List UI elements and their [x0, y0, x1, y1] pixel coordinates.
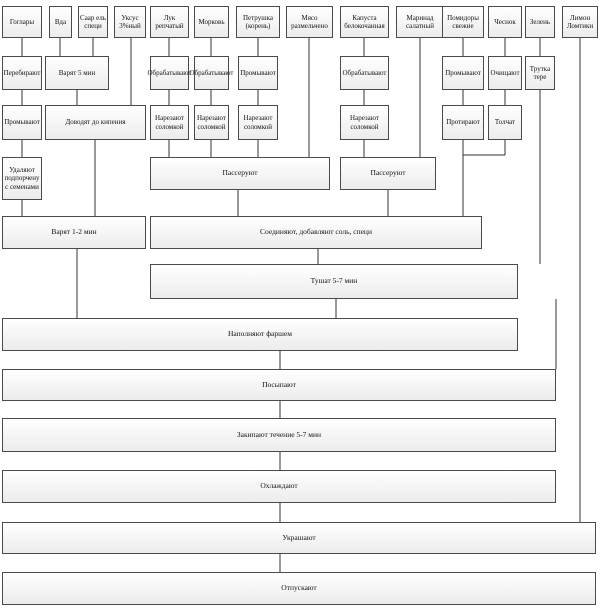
step-bring-to-boil: Доводят до кипения — [45, 105, 146, 140]
step-process-onion: Обрабатывают — [150, 56, 189, 90]
step-saute-cabbage: Пассеруют — [340, 157, 436, 190]
ingredient-garlic: Чеснок — [488, 6, 522, 38]
step-process-cabbage: Обрабатывают — [340, 56, 389, 90]
step-slice-onion: Нарезают соломкой — [150, 105, 189, 140]
step-saute-vegetables: Пассеруют — [150, 157, 330, 190]
ingredient-marinade: Маринад салатный — [396, 6, 444, 38]
ingredient-lemon: Лимон Ломтики — [562, 6, 598, 38]
ingredient-carrot: Морковь — [194, 6, 229, 38]
step-boil-5min: Варят 5 мин — [45, 56, 109, 90]
step-wash-peppers: Промывают — [2, 105, 42, 140]
ingredient-gogary: Гоглары — [2, 6, 42, 38]
ingredient-tomatoes: Помидоры свежие — [442, 6, 484, 38]
step-garnish: Украшают — [2, 522, 596, 554]
ingredient-vinegar: Уксус 3%ный — [114, 6, 146, 38]
step-stew: Тушат 5-7 мин — [150, 264, 518, 299]
step-remove-seeds: Удаляют подпорчену с семенами — [2, 157, 42, 200]
step-simmer: Закипают течение 5-7 мин — [2, 418, 556, 452]
step-sprinkle: Посыпают — [2, 369, 556, 401]
ingredient-meat: Мясо размельчено — [286, 6, 333, 38]
step-combine: Соединяют, добавляют соль, специ — [150, 216, 482, 249]
step-rub-tomatoes: Протирают — [442, 105, 484, 140]
step-crush-garlic: Толчат — [488, 105, 522, 140]
step-slice-cabbage: Нарезают соломкой — [340, 105, 389, 140]
step-boil-1-2min: Варят 1-2 мин — [2, 216, 146, 249]
ingredient-onion: Лук репчатый — [150, 6, 189, 38]
ingredient-cabbage: Капуста белокочанная — [340, 6, 389, 38]
ingredient-greens: Зелень — [525, 6, 555, 38]
ingredient-water: Вда — [49, 6, 72, 38]
step-process-carrot: Обрабатывают — [194, 56, 229, 90]
step-peel-garlic: Очищают — [488, 56, 522, 90]
step-wash-parsley: Промывают — [238, 56, 278, 90]
step-slice-parsley: Нарезают соломкой — [238, 105, 278, 140]
step-slice-carrot: Нарезают соломкой — [194, 105, 229, 140]
step-wash-tomatoes: Промывают — [442, 56, 484, 90]
ingredient-parsley-root: Петрушка (корень) — [236, 6, 280, 38]
step-grate-greens: Трутка тере — [525, 56, 555, 90]
step-fill: Наполняют фаршем — [2, 318, 518, 351]
step-sort: Перебирают — [2, 56, 42, 90]
ingredient-sugar-salt-spices: Саар ель специ — [78, 6, 108, 38]
step-cool: Охлаждают — [2, 470, 556, 503]
step-serve: Отпускают — [2, 572, 596, 605]
